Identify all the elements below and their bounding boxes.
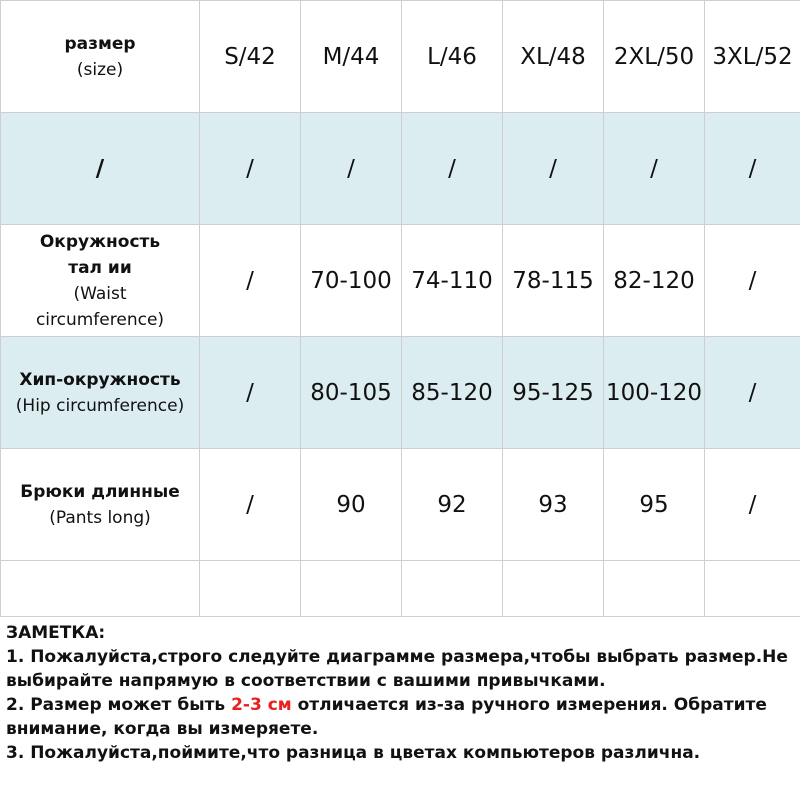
table-cell: 70-100 bbox=[301, 225, 402, 337]
table-cell: 80-105 bbox=[301, 337, 402, 449]
size-header-3xl: 3XL/52 bbox=[705, 1, 800, 113]
size-header-s: S/42 bbox=[200, 1, 301, 113]
note-2-before: 2. Размер может быть bbox=[6, 695, 232, 715]
row-label-cell bbox=[1, 337, 200, 449]
row-label-cell bbox=[1, 225, 200, 337]
row-label-ru: Окружность тал ии bbox=[39, 231, 161, 278]
size-header-xl: XL/48 bbox=[503, 1, 604, 113]
table-cell bbox=[402, 561, 503, 617]
header-label-cell bbox=[1, 1, 200, 113]
note-2-highlight: 2-3 см bbox=[231, 695, 292, 715]
table-cell: / bbox=[402, 113, 503, 225]
row-label-en: (Pants long) bbox=[49, 507, 151, 528]
table-cell: / bbox=[301, 113, 402, 225]
note-1: 1. Пожалуйста,строго следуйте диаграмме размера,чтобы выбрать размер.Не выбирайте напрямую в соответствии с вашими привычками. bbox=[6, 647, 788, 691]
table-cell: 100-120 bbox=[604, 337, 705, 449]
table-cell: / bbox=[503, 113, 604, 225]
note-2-after: отличается из-за ручного измерения. Обратите внимание, когда вы измеряете. bbox=[6, 695, 767, 739]
table-cell: 95 bbox=[604, 449, 705, 561]
size-header-2xl: 2XL/50 bbox=[604, 1, 705, 113]
table-row-waist bbox=[1, 225, 800, 337]
row-label-ru: Хип-окружность bbox=[19, 369, 181, 390]
row-label-ru: Брюки длинные bbox=[20, 481, 180, 502]
row-label-en: (Waist circumference) bbox=[35, 283, 165, 330]
header-label-en: (size) bbox=[76, 59, 124, 80]
table-cell: / bbox=[705, 449, 800, 561]
table-cell: 78-115 bbox=[503, 225, 604, 337]
table-cell bbox=[604, 561, 705, 617]
table-cell: / bbox=[705, 113, 800, 225]
size-header-m: M/44 bbox=[301, 1, 402, 113]
table-cell: 92 bbox=[402, 449, 503, 561]
row-label-en: (Hip circumference) bbox=[15, 395, 185, 416]
table-row-blank bbox=[1, 561, 800, 617]
table-cell bbox=[301, 561, 402, 617]
table-row-empty bbox=[1, 113, 800, 225]
table-row-pants bbox=[1, 449, 800, 561]
table-cell: / bbox=[200, 449, 301, 561]
table-cell bbox=[200, 561, 301, 617]
table-cell bbox=[1, 561, 200, 617]
table-cell: / bbox=[705, 337, 800, 449]
table-cell: / bbox=[604, 113, 705, 225]
note-2 bbox=[6, 693, 798, 741]
table-cell: 90 bbox=[301, 449, 402, 561]
table-cell: 93 bbox=[503, 449, 604, 561]
table-cell: / bbox=[705, 225, 800, 337]
table-cell: / bbox=[200, 113, 301, 225]
table-cell: / bbox=[200, 225, 301, 337]
table-cell bbox=[705, 561, 800, 617]
size-header-l: L/46 bbox=[402, 1, 503, 113]
notes-title: ЗАМЕТКА: bbox=[6, 623, 106, 643]
row-label-cell bbox=[1, 449, 200, 561]
table-cell bbox=[503, 561, 604, 617]
row-label-cell bbox=[1, 113, 200, 225]
header-label-ru: размер bbox=[64, 33, 136, 54]
table-cell: 74-110 bbox=[402, 225, 503, 337]
header-row bbox=[1, 1, 800, 113]
row-label: / bbox=[95, 155, 105, 182]
table-cell: 95-125 bbox=[503, 337, 604, 449]
table-cell: / bbox=[200, 337, 301, 449]
table-cell: 85-120 bbox=[402, 337, 503, 449]
table-cell: 82-120 bbox=[604, 225, 705, 337]
table-row-hip bbox=[1, 337, 800, 449]
notes-section bbox=[6, 621, 798, 765]
note-3: 3. Пожалуйста,поймите,что разница в цветах компьютеров различна. bbox=[6, 743, 701, 763]
